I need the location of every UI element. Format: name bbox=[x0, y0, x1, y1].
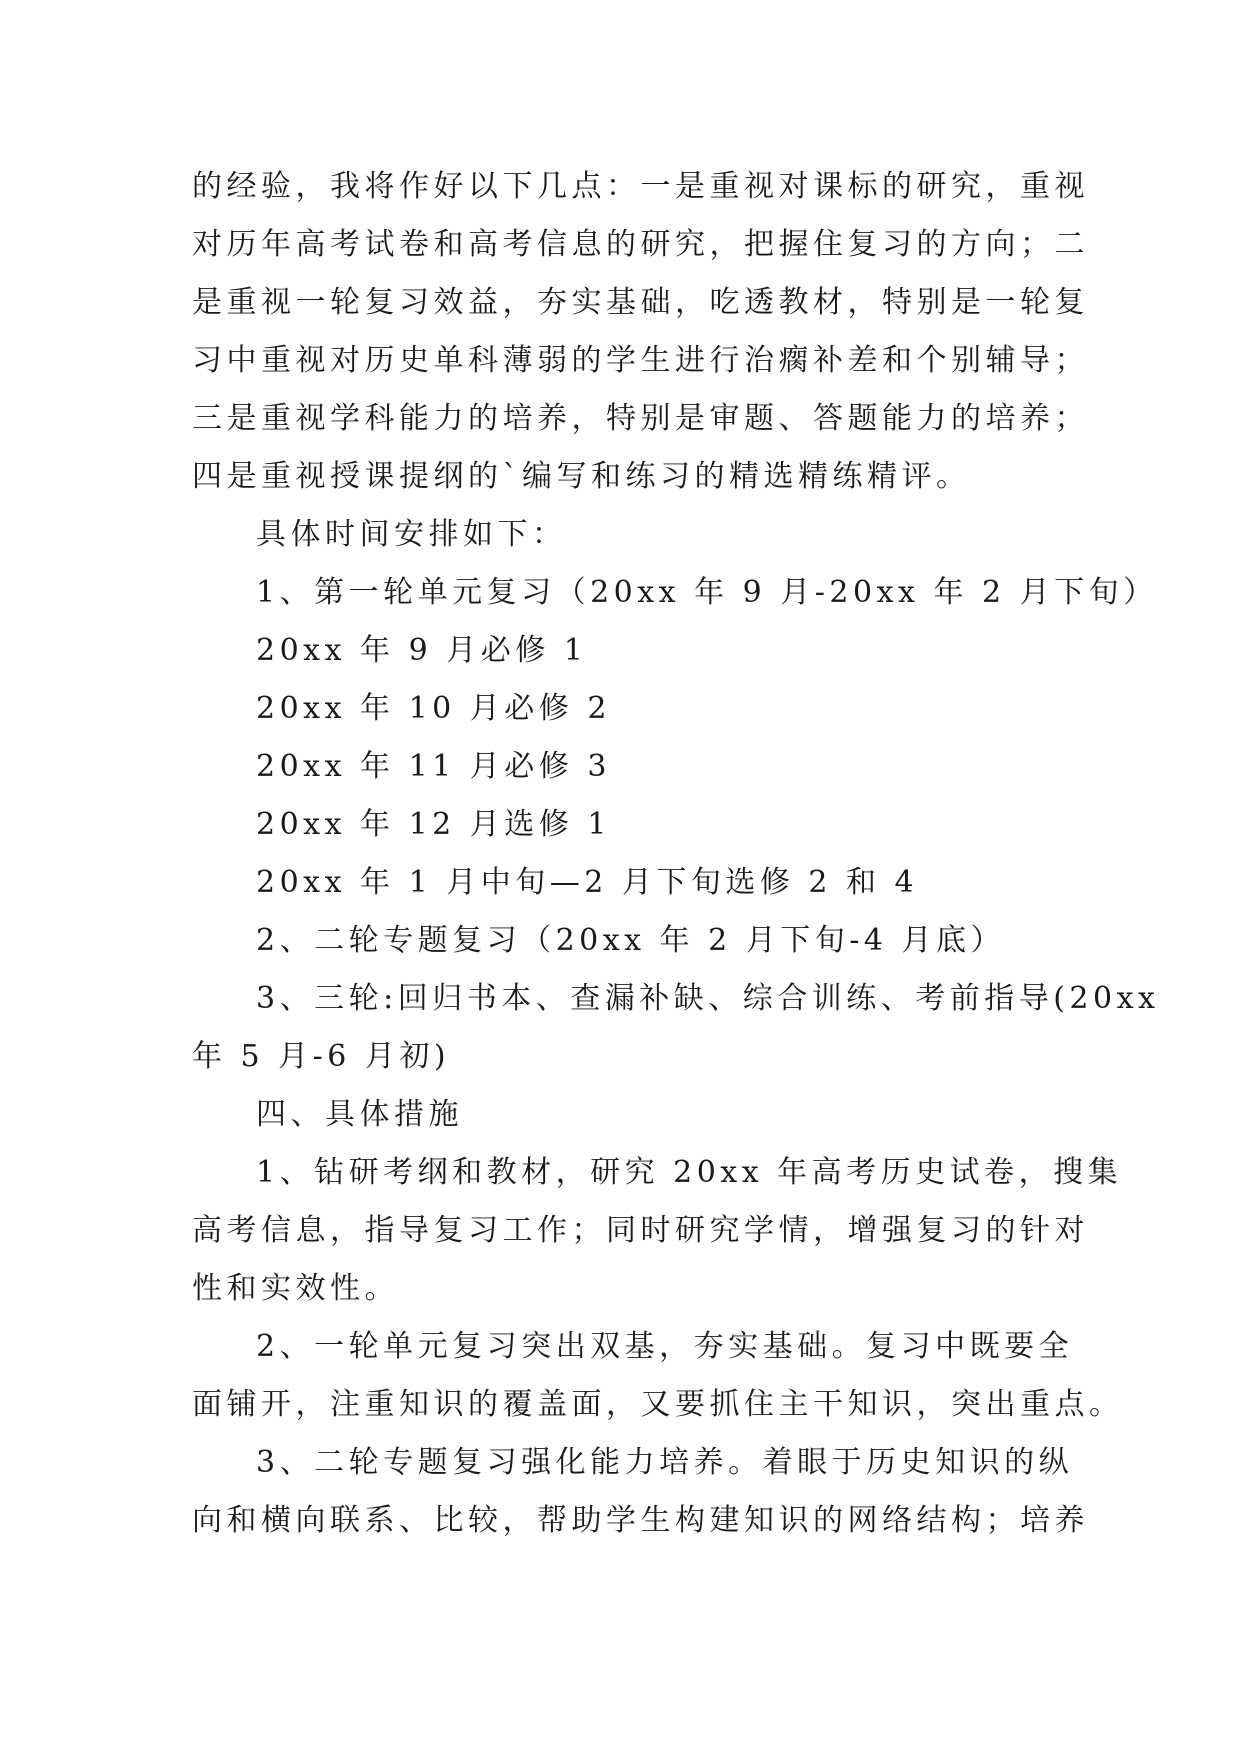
text-line: 面铺开，注重知识的覆盖面，又要抓住主干知识，突出重点。 bbox=[192, 1387, 1124, 1422]
text-line: 20xx 年 12 月选修 1 bbox=[256, 807, 611, 842]
text-line: 高考信息，指导复习工作；同时研究学情，增强复习的针对 bbox=[192, 1213, 1089, 1248]
paragraph-schedule-sep bbox=[192, 622, 1052, 680]
text-line: 2、一轮单元复习突出双基，夯实基础。复习中既要全 bbox=[256, 1329, 1074, 1364]
text-line: 3、三轮:回归书本、查漏补缺、综合训练、考前指导(20xx bbox=[256, 981, 1160, 1016]
text-line: 四是重视授课提纲的`编写和练习的精选精练精评。 bbox=[192, 459, 971, 494]
paragraph-round-one bbox=[192, 564, 1158, 622]
paragraph-schedule-jan-feb bbox=[192, 854, 1052, 912]
text-line: 20xx 年 10 月必修 2 bbox=[256, 691, 611, 726]
paragraph-measure-one bbox=[192, 1144, 1123, 1318]
text-line: 习中重视对历史单科薄弱的学生进行治瘸补差和个别辅导； bbox=[192, 343, 1089, 378]
text-line: 是重视一轮复习效益，夯实基础，吃透教材，特别是一轮复 bbox=[192, 285, 1089, 320]
text-line: 2、二轮专题复习（20xx 年 2 月下旬-4 月底） bbox=[256, 923, 1006, 958]
text-line: 20xx 年 11 月必修 3 bbox=[256, 749, 611, 784]
paragraph-measure-three bbox=[192, 1434, 1089, 1550]
text-line: 年 5 月-6 月初) bbox=[192, 1039, 451, 1074]
text-line: 向和横向联系、比较，帮助学生构建知识的网络结构；培养 bbox=[192, 1503, 1089, 1538]
paragraph-measure-two bbox=[192, 1318, 1124, 1434]
text-line: 具体时间安排如下： bbox=[256, 517, 567, 552]
paragraph-review-principles bbox=[192, 158, 1089, 506]
text-line: 四、具体措施 bbox=[256, 1097, 463, 1132]
paragraph-schedule-oct bbox=[192, 680, 1052, 738]
paragraph-schedule-dec bbox=[192, 796, 1052, 854]
paragraph-schedule-intro bbox=[192, 506, 1052, 564]
section-heading-measures bbox=[192, 1086, 1052, 1144]
text-line: 20xx 年 1 月中旬—2 月下旬选修 2 和 4 bbox=[256, 865, 919, 900]
document-body bbox=[192, 158, 1160, 1550]
paragraph-round-three bbox=[192, 970, 1160, 1086]
text-line: 的经验，我将作好以下几点：一是重视对课标的研究，重视 bbox=[192, 169, 1089, 204]
text-line: 3、二轮专题复习强化能力培养。着眼于历史知识的纵 bbox=[256, 1445, 1074, 1480]
text-line: 三是重视学科能力的培养，特别是审题、答题能力的培养； bbox=[192, 401, 1089, 436]
text-line: 20xx 年 9 月必修 1 bbox=[256, 633, 588, 668]
text-line: 性和实效性。 bbox=[192, 1271, 399, 1306]
text-line: 1、钻研考纲和教材，研究 20xx 年高考历史试卷，搜集 bbox=[256, 1155, 1123, 1190]
text-line: 对历年高考试卷和高考信息的研究，把握住复习的方向；二 bbox=[192, 227, 1089, 262]
paragraph-round-two bbox=[192, 912, 1052, 970]
paragraph-schedule-nov bbox=[192, 738, 1052, 796]
text-line: 1、第一轮单元复习（20xx 年 9 月-20xx 年 2 月下旬） bbox=[256, 575, 1158, 610]
